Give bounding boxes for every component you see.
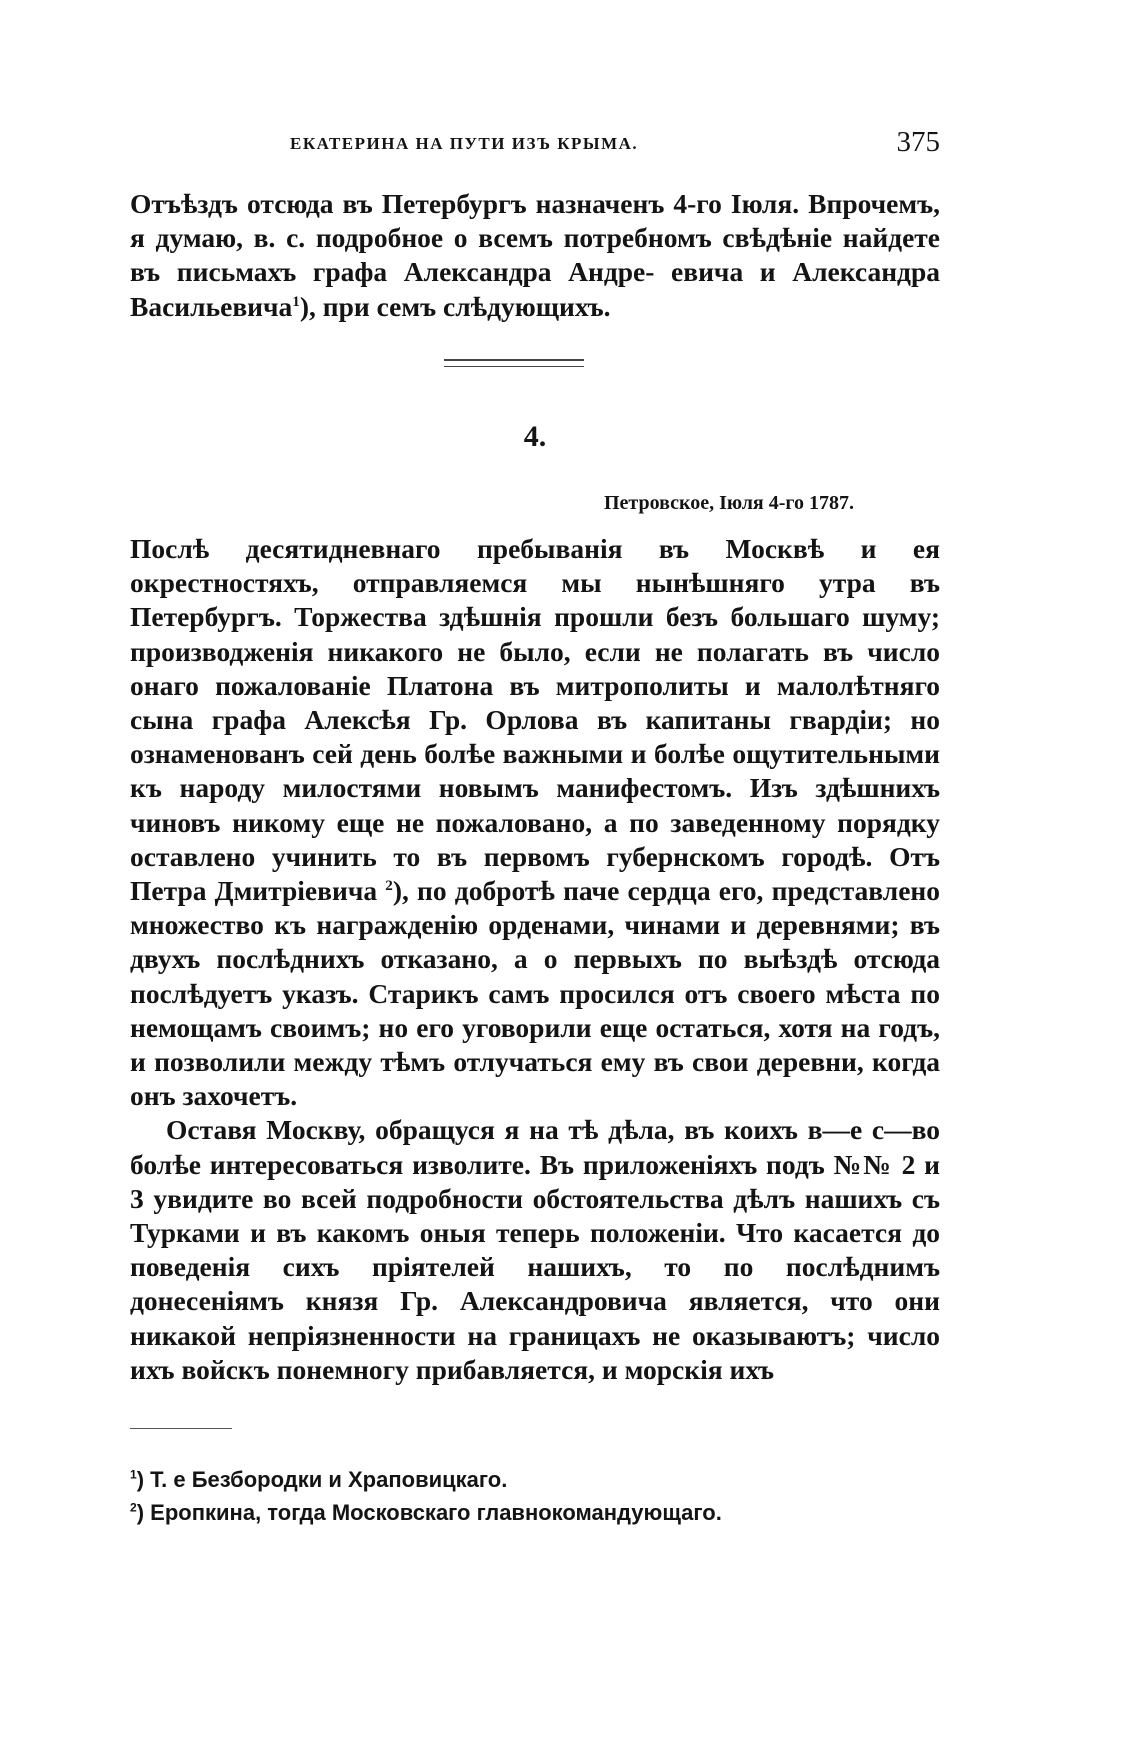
intro-paragraph	[130, 187, 940, 324]
footnote-text: ) Еропкина, тогда Московскаго главнокомандующаго.	[136, 1500, 722, 1525]
paragraph	[130, 532, 940, 1113]
footnote-ref: 2	[385, 877, 393, 894]
footnote-ref: 1	[292, 293, 300, 310]
intro-line: Отъѣздъ отсюда въ Петербургъ назначенъ 4-го Іюля.	[130, 188, 800, 219]
footnote-marker: 1	[130, 1467, 137, 1482]
section-separator	[444, 359, 584, 367]
intro-line: ), при семъ слѣдующихъ.	[299, 290, 611, 322]
intro-line: евича и Александра Васильевича	[130, 256, 940, 322]
paragraph: Оставя Москву, обращуся я на тѣ дѣла, въ коихъ в—е с—во болѣе интересоваться изволите. Въ приложеніяхъ подъ №№ 2 и 3 увидите во всей подробности обстоятельства дѣлъ нашихъ съ Турками и въ какомъ оныя теперь положеніи. Что касается до поведенія сихъ пріятелей нашихъ, то по послѣднимъ донесеніямъ князя Гр. Александровича является, что они никакой непріязненности на границахъ не оказываютъ; число ихъ войскъ понемногу прибавляется, и морскія ихъ	[130, 1114, 940, 1385]
running-title: ЕКАТЕРИНА НА ПУТИ ИЗЪ КРЫМА.	[290, 134, 639, 153]
running-head	[130, 126, 940, 166]
footnote	[130, 1463, 940, 1496]
paragraph-text: Послѣ десятидневнаго пребыванія въ Москвѣ и ея окрестностяхъ, отправляемся мы нынѣшняго утра въ Петербургъ. Торжества здѣшнія прошли безъ большаго шуму; производженія никакого не было, если не полагать въ число онаго пожалованіе Платона въ митрополиты и малолѣтняго сына графа Алексѣя Гр. Орлова въ капитаны гвардіи; но ознаменованъ сей день болѣе важными и болѣе ощутительными къ народу милостями новымъ манифестомъ. Изъ здѣшнихъ чиновъ никому еще не пожаловано, а по заведенному порядку оставлено учинить то въ первомъ губернскомъ городѣ. Отъ Петра Дмитріевича	[130, 533, 940, 907]
intro-line: Впрочемъ, я думаю, в. с. подробное о всемъ потребномъ	[130, 188, 941, 254]
paragraph-text: ), по добротѣ паче сердца его, представлено множество къ награжденію орденами, чинами и деревнями; въ двухъ послѣднихъ отказано, а о первыхъ по выѣздѣ отсюда послѣдуетъ указъ. Старикъ самъ просился отъ своего мѣста по немощамъ своимъ; но его уговорили еще остаться, хотя на годъ, и позволили между тѣмъ отлучаться ему въ свои деревни, когда онъ захочетъ.	[130, 875, 941, 1112]
footnote	[130, 1496, 940, 1529]
letter-number: 4.	[523, 420, 547, 453]
page-number: 375	[896, 126, 940, 158]
footnote-rule	[130, 1428, 232, 1429]
intro-line: свѣдѣніе найдете въ письмахъ графа Александра Андре-	[130, 222, 941, 288]
footnote-text: ) Т. е Безбородки и Храповицкаго.	[136, 1467, 508, 1492]
footnote-marker: 2	[130, 1500, 137, 1515]
dateline: Петровское, Іюля 4-го 1787.	[603, 492, 854, 514]
letter-body	[130, 532, 940, 1387]
footnotes	[130, 1463, 940, 1529]
